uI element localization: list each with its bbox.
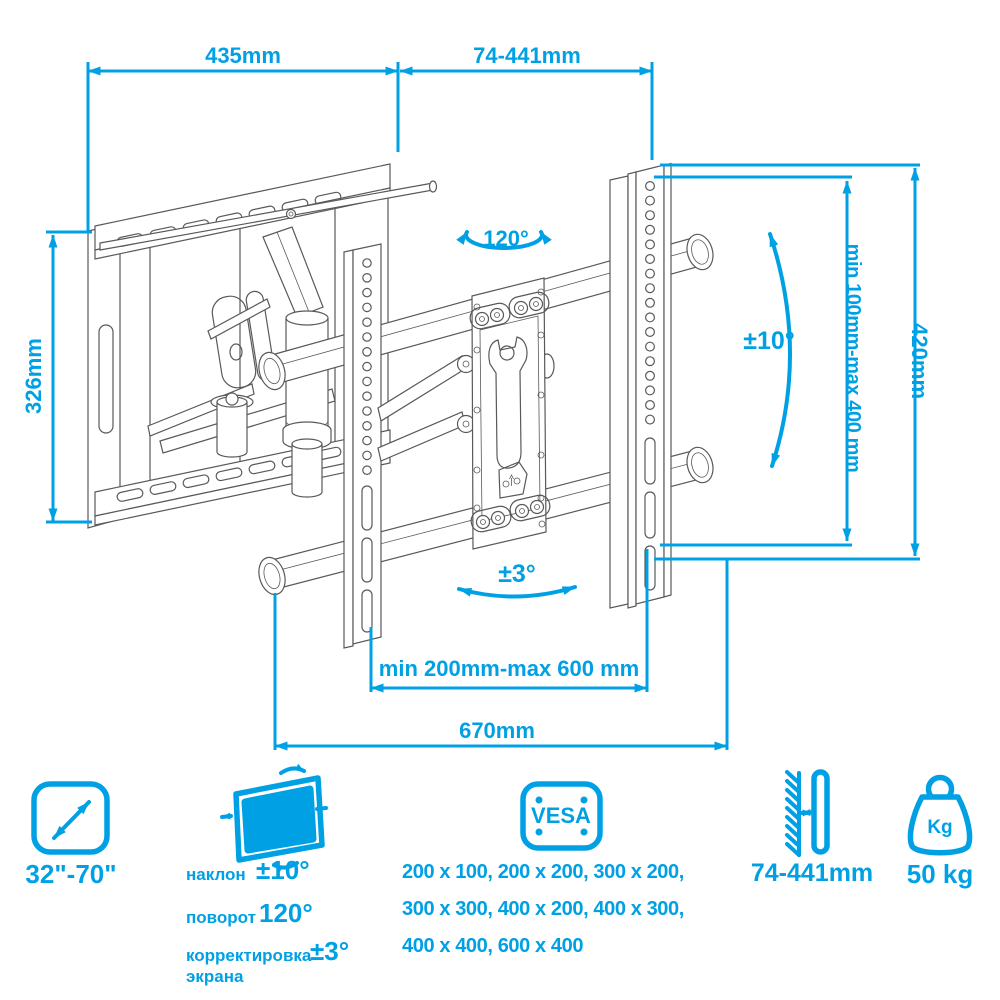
weight-value: 50 kg bbox=[906, 859, 974, 889]
vertical-rail-right bbox=[610, 164, 671, 609]
level-label-line2: экрана bbox=[186, 967, 244, 986]
dim-wall-plate-width: 435mm bbox=[205, 43, 281, 68]
dim-wall-plate-height: 326mm bbox=[20, 338, 46, 415]
vesa-title: VESA bbox=[531, 803, 591, 828]
dim-bar-length: 670mm bbox=[459, 718, 535, 743]
swivel-label: поворот bbox=[186, 908, 256, 927]
dim-swivel-angle: 120° bbox=[483, 226, 529, 251]
level-value: ±3° bbox=[310, 936, 350, 966]
screen-adjust-icon bbox=[222, 768, 326, 867]
dim-extension-range: 74-441mm bbox=[473, 43, 581, 68]
weight-icon bbox=[910, 778, 969, 853]
swivel-value: 120° bbox=[259, 898, 313, 928]
vesa-adapter-plate bbox=[468, 278, 554, 549]
dim-bracket-height: 420mm bbox=[907, 323, 933, 400]
dim-level-angle: ±3° bbox=[498, 560, 536, 588]
vesa-sizes bbox=[402, 861, 684, 972]
vertical-rail-left bbox=[344, 244, 381, 648]
vesa-sizes-line1: 200 x 100, 200 x 200, 300 x 200, bbox=[402, 861, 684, 883]
screen-size-value: 32"-70" bbox=[25, 859, 117, 889]
dim-rail-spacing-range: min 200mm-max 600 mm bbox=[378, 656, 640, 681]
level-label-line1: корректировка bbox=[186, 946, 312, 965]
tilt-label: наклон bbox=[186, 865, 246, 884]
vesa-sizes-line2: 300 x 300, 400 x 200, 400 x 300, bbox=[402, 898, 684, 920]
screen-size-icon bbox=[34, 784, 107, 852]
dim-tilt-angle: ±10° bbox=[743, 327, 795, 355]
dim-vesa-vertical-range: min 100mm-max 400 mm bbox=[842, 243, 864, 473]
tilt-value: ±10° bbox=[256, 855, 310, 885]
weight-badge: Kg bbox=[927, 817, 953, 838]
wall-distance-value: 74-441mm bbox=[750, 859, 874, 887]
wall-distance-icon bbox=[787, 772, 827, 855]
arm-links bbox=[378, 356, 475, 462]
vesa-sizes-line3: 400 x 400, 600 x 400 bbox=[402, 935, 584, 957]
